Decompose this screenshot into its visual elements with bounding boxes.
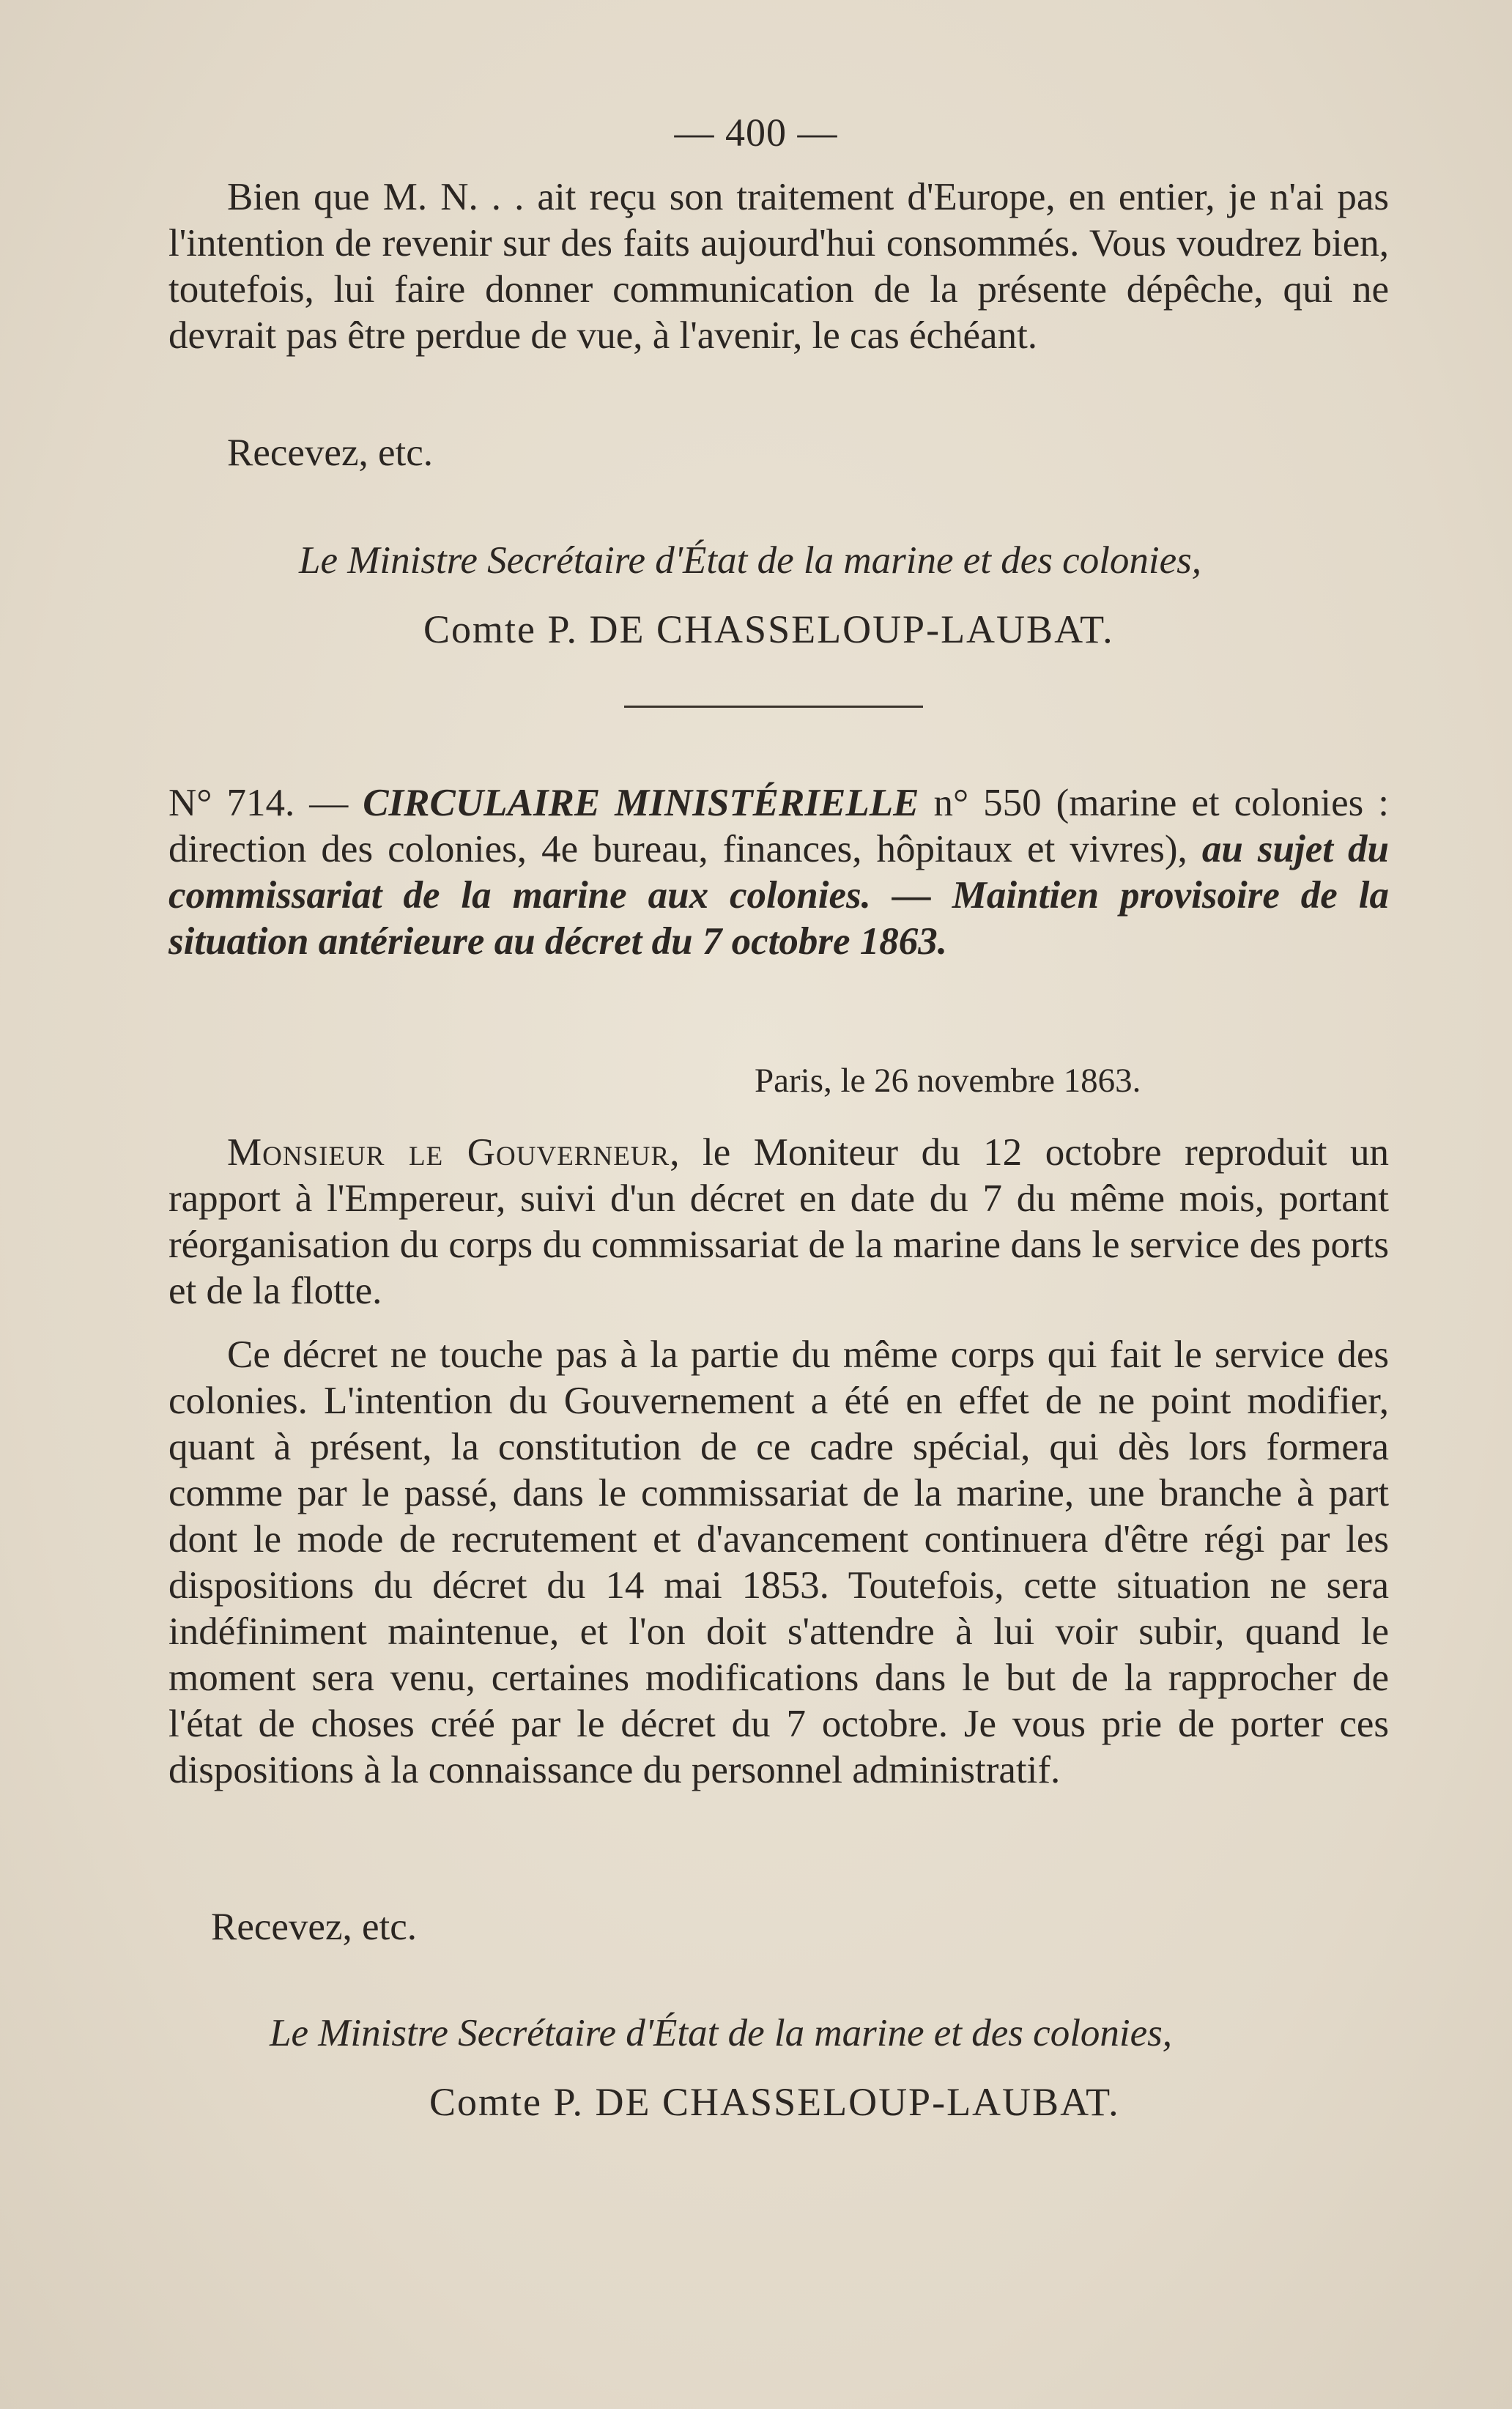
dateline: Paris, le 26 novembre 1863. [755,1062,1141,1100]
paragraph-letter-end: Bien que M. N. . . ait reçu son traitement d'Europe, en entier, je n'ai pas l'intention de revenir sur des faits aujourd'hui consommés. Vous voudrez bien, toutefois, lui faire donner communication de la présente dépêche, qui ne devrait pas être perdue de vue, à l'avenir, le cas échéant. [168,176,1389,357]
closing-formula-1: Recevez, etc. [227,432,433,474]
signature-name-1: Comte P. DE CHASSELOUP-LAUBAT. [423,607,1114,651]
page-number: — 400 — [674,111,838,155]
salutation: Monsieur le Gouverneur [227,1131,670,1174]
closing-formula-2: Recevez, etc. [211,1906,417,1948]
circular-subject: au sujet du commissariat de la marine aux colonies. — Maintien provisoire de la situation antérieure au décret du 7 octobre 1863. [168,828,1390,963]
circular-number: N° 714. — [168,782,363,824]
signature-title-2: Le Ministre Secrétaire d'État de la marine et des colonies, [270,2012,1173,2054]
circular-heading [168,780,1389,965]
signature-title-1: Le Ministre Secrétaire d'État de la marine et des colonies, [299,539,1202,582]
section-divider [624,706,923,708]
signature-name-2: Comte P. DE CHASSELOUP-LAUBAT. [429,2080,1120,2124]
circular-reference: n° 550 (marine et colonies : direction des colonies, 4e bureau, finances, hôpitaux et vivres), [168,782,1389,870]
paragraph-1-text: , le Moniteur du 12 octobre reproduit un rapport à l'Empereur, suivi d'un décret en date du 7 du même mois, portant réorganisation du corps du commissariat de la marine dans le service des ports et de la flotte. [168,1131,1389,1312]
paragraph-2: Ce décret ne touche pas à la partie du même corps qui fait le service des colonies. L'intention du Gouvernement a été en effet de ne point modifier, quant à présent, la constitution de ce cadre spécial, qui dès lors formera comme par le passé, dans le commissariat de la marine, une branche à part dont le mode de recrutement et d'avancement continuera d'être régi par les dispositions du décret du 14 mai 1853. Toutefois, cette situation ne sera indéfiniment maintenue, et l'on doit s'attendre à lui voir subir, quand le moment sera venu, certaines modifications dans le but de la rapprocher de l'état de choses créé par le décret du 7 octobre. Je vous prie de porter ces dispositions à la connaissance du personnel administratif. [168,1333,1389,1791]
circular-type: CIRCULAIRE MINISTÉRIELLE [363,782,919,824]
paragraph-1 [168,1130,1389,1314]
